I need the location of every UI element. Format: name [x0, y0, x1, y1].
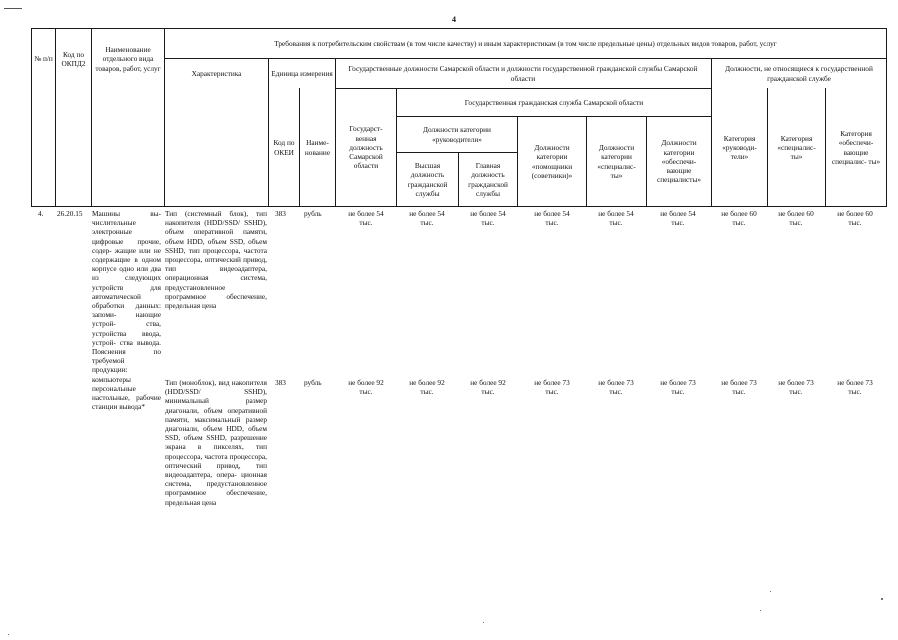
limit-cat-managers: не более 73 тыс. [721, 378, 757, 397]
item-unit-name: рубль [304, 378, 322, 387]
limit-assistants: не более 73 тыс. [534, 378, 570, 397]
header-requirements: Требования к потребительским свойствам (в том числе качеству) и иным характеристикам (в том числе предельные цены) отдельных видов товаров, работ, услуг [274, 38, 777, 48]
header-specialists: Должности категории «специалис- ты» [597, 143, 636, 180]
limit-main: не более 54 тыс. [470, 209, 506, 228]
header-cat-support: Категория «обеспечи- вающие специалис- ты» [831, 129, 881, 166]
scan-speck [770, 591, 771, 592]
page-number: 4 [452, 15, 456, 24]
table-rule [164, 28, 165, 206]
header-okpd-code: Код по ОКПД2 [61, 49, 86, 68]
header-gov-positions: Государственные должности Самарской области и должности государственной гражданской службы Самарской области [348, 64, 698, 83]
header-assistants: Должности категории «помощники (советники)» [531, 143, 573, 180]
table-header-bottom [31, 206, 887, 207]
limit-assistants: не более 54 тыс. [534, 209, 570, 228]
limit-cat-specialists: не более 73 тыс. [778, 378, 814, 397]
header-unit-name: Наиме- нование [304, 138, 331, 157]
header-non-civil-positions: Должности, не относящиеся к государственной гражданской службе [725, 64, 873, 83]
header-unit: Единица измерения [271, 68, 333, 78]
header-cat-managers: Категория «руководи- тели» [722, 133, 757, 162]
row-number: 4. [38, 209, 44, 218]
header-managers-category: Должности категории «руководители» [423, 125, 491, 144]
header-support-specialists: Должности категории «обеспечи- вающие специалисты» [656, 138, 702, 185]
scan-speck [760, 610, 761, 611]
scan-speck [483, 622, 484, 623]
row-okpd-code: 26.20.15 [57, 209, 83, 218]
limit-highest: не более 92 тыс. [409, 378, 445, 397]
limit-highest: не более 54 тыс. [409, 209, 445, 228]
header-main-position: Главная должность гражданской службы [468, 161, 508, 198]
limit-support-specialists: не более 73 тыс. [660, 378, 696, 397]
scan-speck [881, 598, 883, 600]
item-characteristic: Тип (системный блок), тип накопителя (HDD/SSD/ SSHD), объем оперативной памяти, объем HDD, объем SSD, объем SSHD, тип процессора, частота процессора, оптический привод, тип видеоадаптера, операционная система, предустановленное программное обеспечение, предельная цена [165, 209, 267, 311]
item-unit-name: рубль [304, 209, 322, 218]
limit-cat-managers: не более 60 тыс. [721, 209, 757, 228]
header-product-name: Наименование отдельного вида товаров, работ, услуг [95, 45, 161, 73]
header-characteristic: Характеристика [191, 68, 242, 78]
row-product-description: Машины вы- числительные электронные цифровые прочие, содер- жащие или не содержащие в одном корпусе одно или два из следующих устройств для автоматической обработки данных: запоми- нающие устрой- ства, устройства ввода, устрой- ства вывода. Пояснения по требуемой продукции: компьютеры персональные настольные, рабочие станции вывода* [92, 209, 161, 412]
limit-cat-support: не более 60 тыс. [837, 209, 873, 228]
header-cat-specialists: Категория «специалис- ты» [777, 133, 816, 162]
header-highest-position: Высшая должность гражданской службы [407, 161, 448, 198]
limit-cat-specialists: не более 60 тыс. [778, 209, 814, 228]
header-okei-code: Код по ОКЕИ [273, 138, 295, 157]
scan-corner-mark [4, 8, 22, 9]
item-okei-code: 383 [275, 378, 286, 387]
limit-main: не более 92 тыс. [470, 378, 506, 397]
limit-gov-position: не более 54 тыс. [348, 209, 384, 228]
limit-specialists: не более 54 тыс. [598, 209, 634, 228]
header-num: № п/п [34, 54, 53, 64]
limit-specialists: не более 73 тыс. [598, 378, 634, 397]
header-gov-position: Государст- венная должность Самарской области [349, 124, 383, 171]
limit-gov-position: не более 92 тыс. [348, 378, 384, 397]
header-civil-service: Государственная гражданская служба Самарской области [464, 97, 644, 107]
limit-support-specialists: не более 54 тыс. [660, 209, 696, 228]
limit-cat-support: не более 73 тыс. [837, 378, 873, 397]
item-okei-code: 383 [275, 209, 286, 218]
table-border-right [886, 28, 887, 206]
item-characteristic: Тип (моноблок), вид накопителя (HDD/SSD/ SSHD), минимальный размер диагонали, объем оперативной памяти, максимальный размер диагонали, объем HDD, объем SSD, объем SSHD, разрешение экрана в пикселях, тип процессора, частота процессора, оптический привод, тип видеоадаптера, опера- ционная система, предустановленное программное обеспечение, предельная цена [165, 378, 267, 507]
scan-speck [8, 634, 9, 635]
